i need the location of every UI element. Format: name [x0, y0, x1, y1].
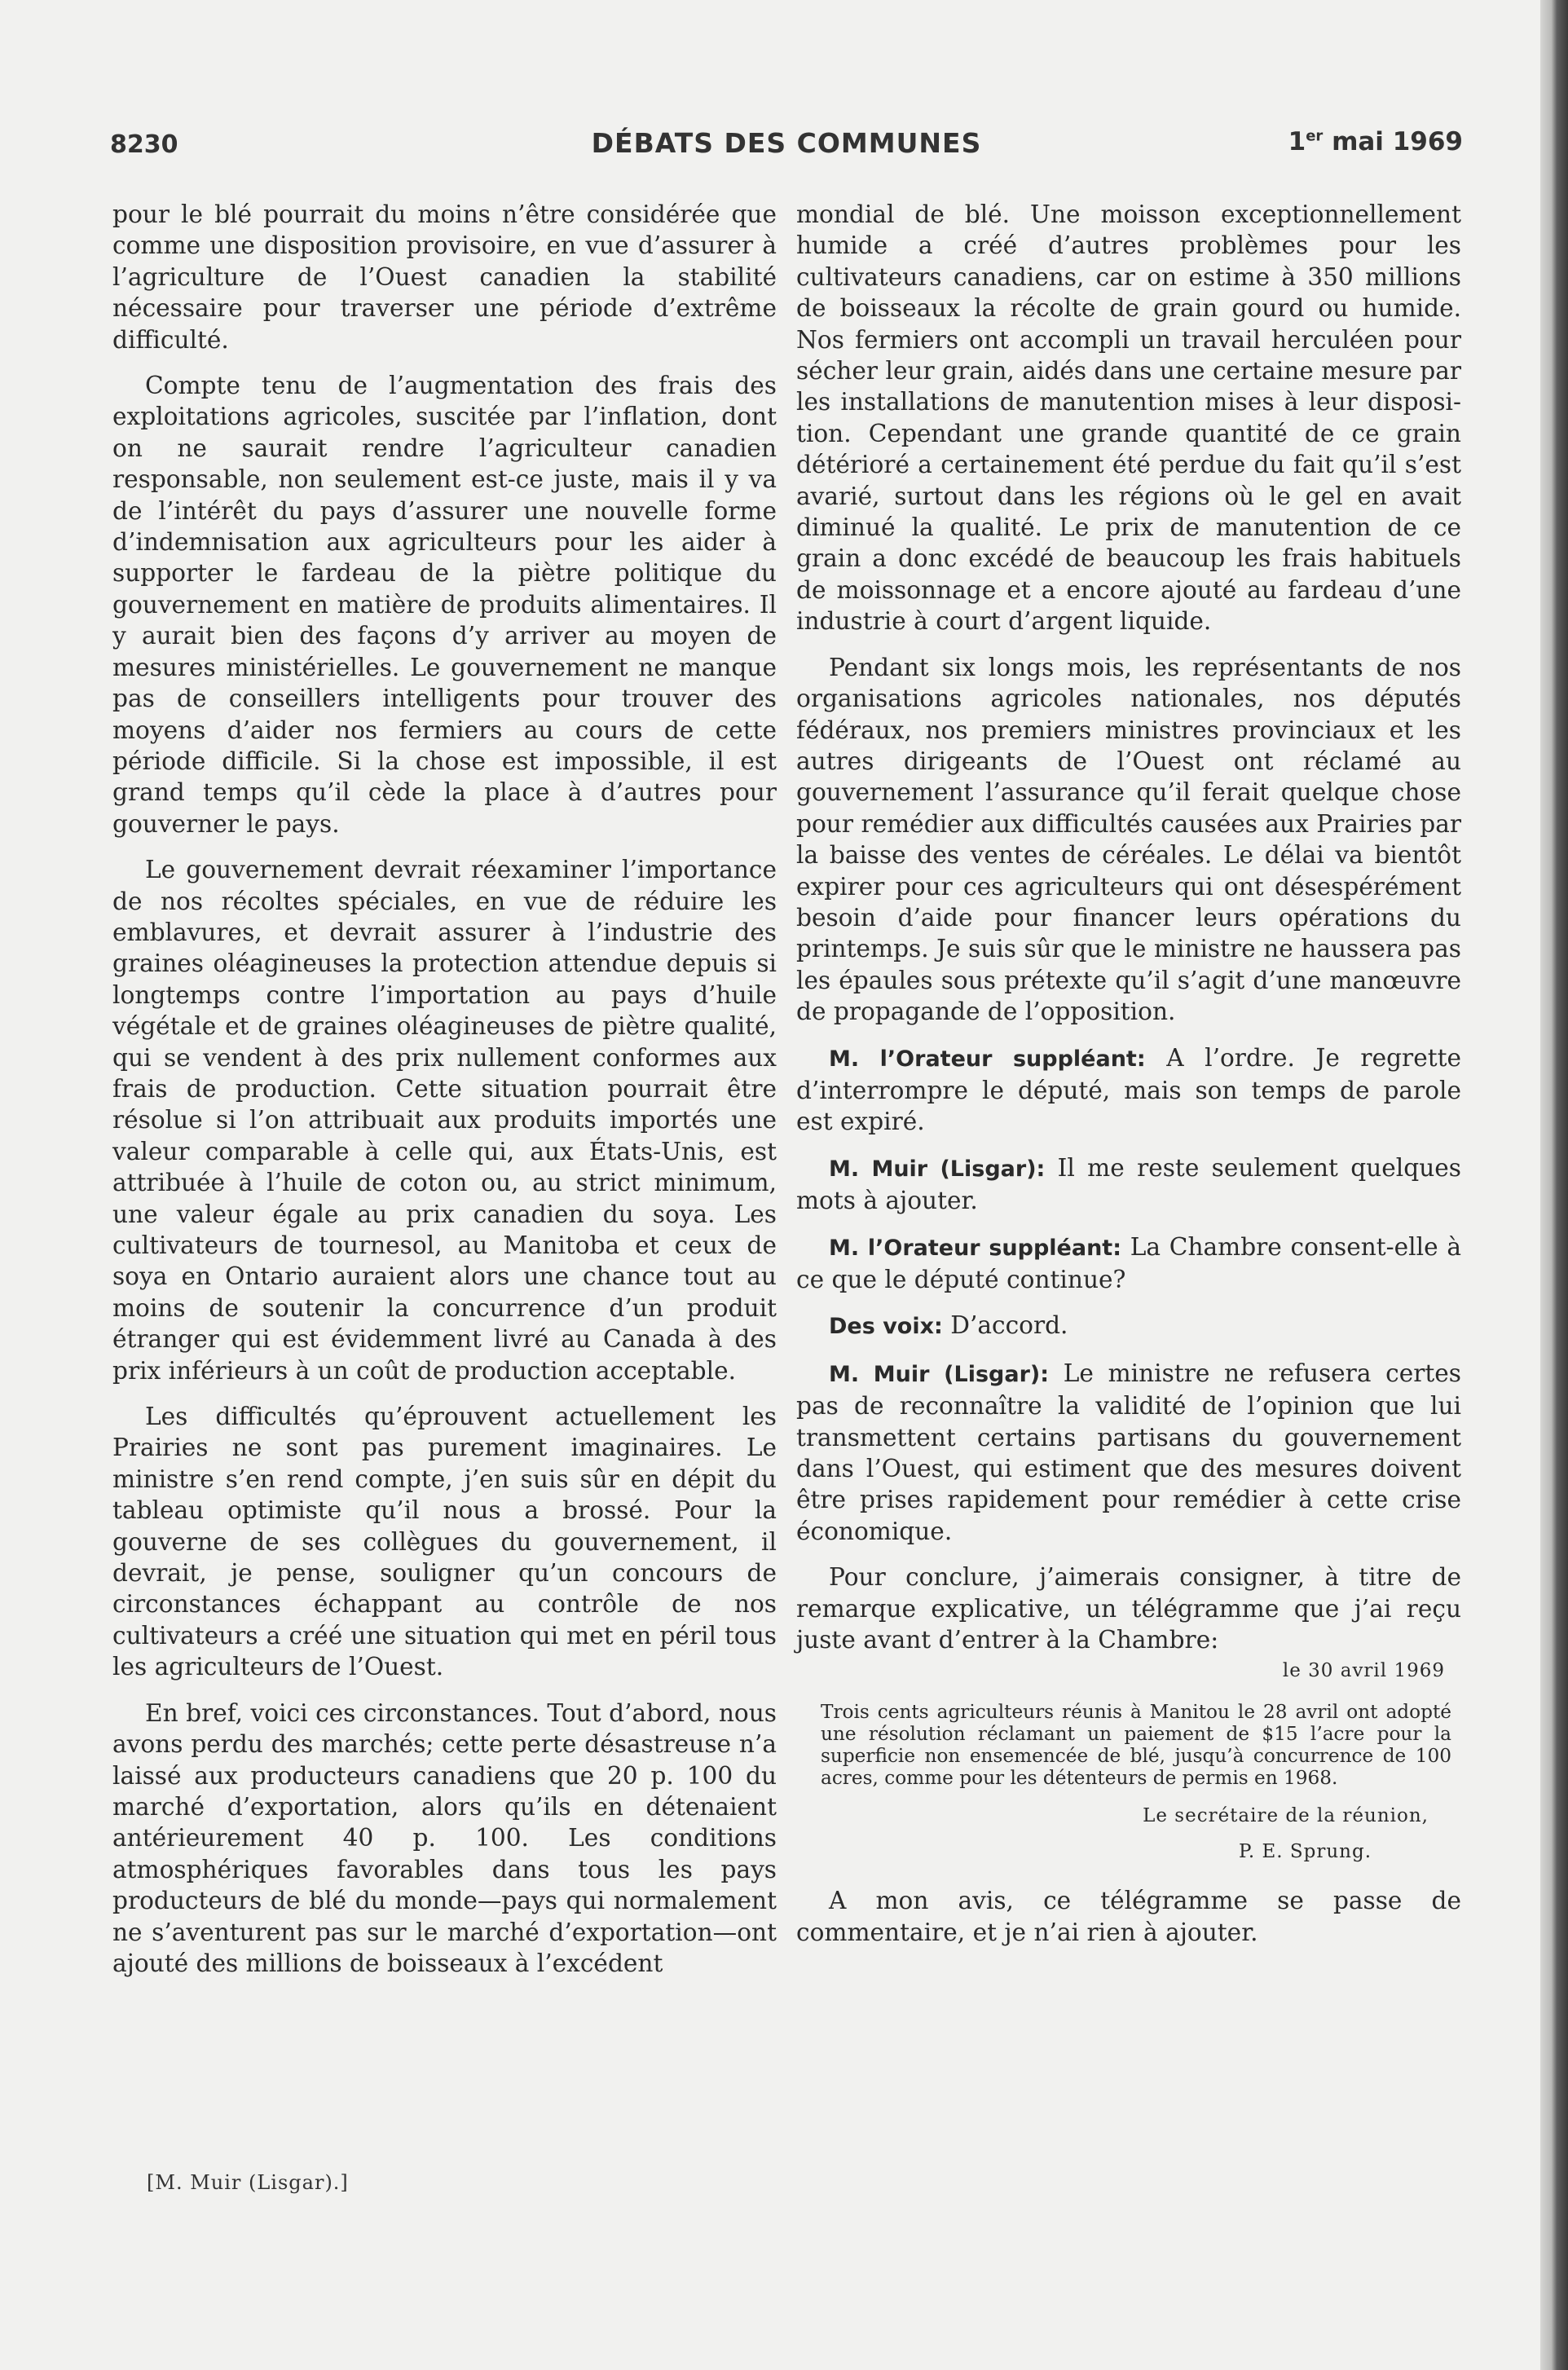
paragraph: Le gouvernement devrait réexaminer l’importance de nos récoltes spéciales, en vue de réduire les emblavures, et devrait assurer à l’industrie des graines oléagineuses la protection attendue depuis si longtemps contre l’importation au pays d’huile végétale et de graines oléagineuses de piètre qualité, qui se vendent à des prix nullement conformes aux frais de production. Cette situation pourrait être résolue si l’on attribuait aux produits importés une valeur comparable à celle qui, aux États-Unis, est attribuée à l’huile de coton ou, au strict minimum, une valeur égale au prix canadien du soya. Les cultivateurs de tournesol, au Manitoba et ceux de soya en Ontario auraient alors une chance tout au moins de soutenir la concurrence d’un produit étranger qui est évidemment livré au Canada à des prix inférieurs à un coût de production acceptable. [112, 856, 777, 1385]
paragraph: pour le blé pourrait du moins n’être considérée que comme une disposition provisoire, en vue d’assurer à l’agriculture de l’Ouest canadien la stabilité nécessaire pour traverser une période d’extrême difficulté. [112, 200, 777, 354]
speaker-name: Des voix: [829, 1314, 943, 1340]
speaker-name: M. Muir (Lisgar): [829, 1361, 1050, 1387]
footer-speaker-tag: [M. Muir (Lisgar).] [147, 2171, 349, 2194]
page-binding-edge [1540, 0, 1568, 2370]
page-date: 1er mai 1969 [1288, 127, 1463, 156]
paragraph: mondial de blé. Une moisson exceptionnellement humide a créé d’autres problèmes pour les cultivateurs canadiens, car on estime à 350 millions de boisseaux la récolte de grain gourd ou humide. Nos fermiers ont accompli un travail herculéen pour sécher leur grain, aidés dans une certaine mesure par les installations de manutention mises à leur disposition. Cependant une grande quantité de ce grain détérioré a certainement été perdue du fait qu’il s’est avarié, surtout dans les régions où le gel en avait diminué la qualité. Le prix de manutention de ce grain a donc excédé de beaucoup les frais habituels de moissonnage et a encore ajouté au fardeau d’une industrie à court d’argent liquide. [796, 200, 1461, 636]
speaker-name: M. l’Orateur suppléant: [829, 1046, 1146, 1072]
paragraph: En bref, voici ces circonstances. Tout d’abord, nous avons perdu des marchés; cette perte désastreuse n’a laissé aux producteurs canadiens que 20 p. 100 du marché d’exportation, alors qu’ils en détenaient antérieurement 40 p. 100. Les conditions atmosphériques favorables dans tous les pays producteurs de blé du monde—pays qui normalement ne s’aventurent pas sur le marché d’exportation—ont ajouté des millions de boisseaux à l’excédent [112, 1698, 777, 1977]
speaker-name: M. Muir (Lisgar): [829, 1156, 1046, 1182]
speech-interjection: M. Muir (Lisgar): Il me reste seulement quelques mots à ajouter. [796, 1153, 1461, 1215]
telegram-signature-name: P. E. Sprung. [1239, 1841, 1372, 1863]
speech-interjection: M. Muir (Lisgar): Le ministre ne refusera certes pas de reconnaître la validité de l’opinion que lui transmettent certains partisans du gouvernement dans l’Ouest, qui estiment que des mesures doivent être prises rapidement pour remédier à cette crise économique. [796, 1359, 1461, 1545]
speaker-name: M. l’Orateur suppléant: [829, 1235, 1122, 1261]
page-header [110, 122, 1463, 171]
telegram-signature-title: Le secrétaire de la réunion, [1143, 1805, 1429, 1827]
paragraph: A mon avis, ce télégramme se passe de commentaire, et je n’ai rien à ajouter. [796, 1887, 1461, 1946]
speech-interjection: M. l’Orateur suppléant: La Chambre consent-elle à ce que le député continue? [796, 1232, 1461, 1293]
telegram-date: le 30 avril 1969 [1282, 1660, 1445, 1682]
publication-title: DÉBATS DES COMMUNES [591, 127, 982, 159]
speech-interjection: Des voix: D’accord. [829, 1311, 1068, 1340]
page-number: 8230 [110, 130, 178, 159]
right-column [796, 199, 1461, 1963]
speech-interjection: M. l’Orateur suppléant: A l’ordre. Je regrette d’interrompre le député, mais son temps de parole est expiré. [796, 1043, 1461, 1136]
telegram-text: Trois cents agriculteurs réunis à Manitou le 28 avril ont adopté une résolution réclamant un paiement de $15 l’acre pour la superficie non ensemencée de blé, jusqu’à concurrence de 100 acres, comme pour les détenteurs de permis en 1968. [821, 1701, 1451, 1790]
paragraph: Pendant six longs mois, les représentants de nos organisations agricoles nationales, nos députés fédéraux, nos premiers ministres provinciaux et les autres dirigeants de l’Ouest ont réclamé au gouvernement l’assurance qu’il ferait quelque chose pour remédier aux difficultés causées aux Prairies par la baisse des ventes de céréales. Le délai va bientôt expirer pour ces agriculteurs qui ont désespérément besoin d’aide pour financer leurs opérations du printemps. Je suis sûr que le ministre ne haussera pas les épaules sous prétexte qu’il s’agit d’une manœuvre de propagande de l’opposition. [796, 653, 1461, 1026]
paragraph: Pour conclure, j’aimerais consigner, à titre de remarque explicative, un télégramme que j’ai reçu juste avant d’entrer à la Chambre: [796, 1563, 1461, 1654]
left-column [112, 199, 777, 1979]
paragraph: Les difficultés qu’éprouvent actuellement les Prairies ne sont pas purement imaginaires. Le ministre s’en rend compte, j’en suis sûr en dépit du tableau optimiste qu’il nous a brossé. Pour la gouverne de ses collègues du gouvernement, il devrait, je pense, souligner qu’un concours de circonstances échappant au contrôle de nos cultivateurs a créé une situation qui met en péril tous les agriculteurs de l’Ouest. [112, 1403, 777, 1681]
paragraph: Compte tenu de l’augmentation des frais des exploitations agricoles, suscitée par l’inflation, dont on ne saurait rendre l’agriculteur canadien responsable, non seulement est-ce juste, mais il y va de l’intérêt du pays d’assurer une nouvelle forme d’indemnisation aux agriculteurs pour les aider à supporter le fardeau de la piètre politique du gouvernement en matière de produits alimentaires. Il y aurait bien des façons d’y arriver au moyen de mesures ministérielles. Le gouvernement ne manque pas de conseillers intelligents pour trouver des moyens d’aider nos fermiers au cours de cette période difficile. Si la chose est impossible, il est grand temps qu’il cède la place à d’autres pour gouverner le pays. [112, 372, 777, 838]
